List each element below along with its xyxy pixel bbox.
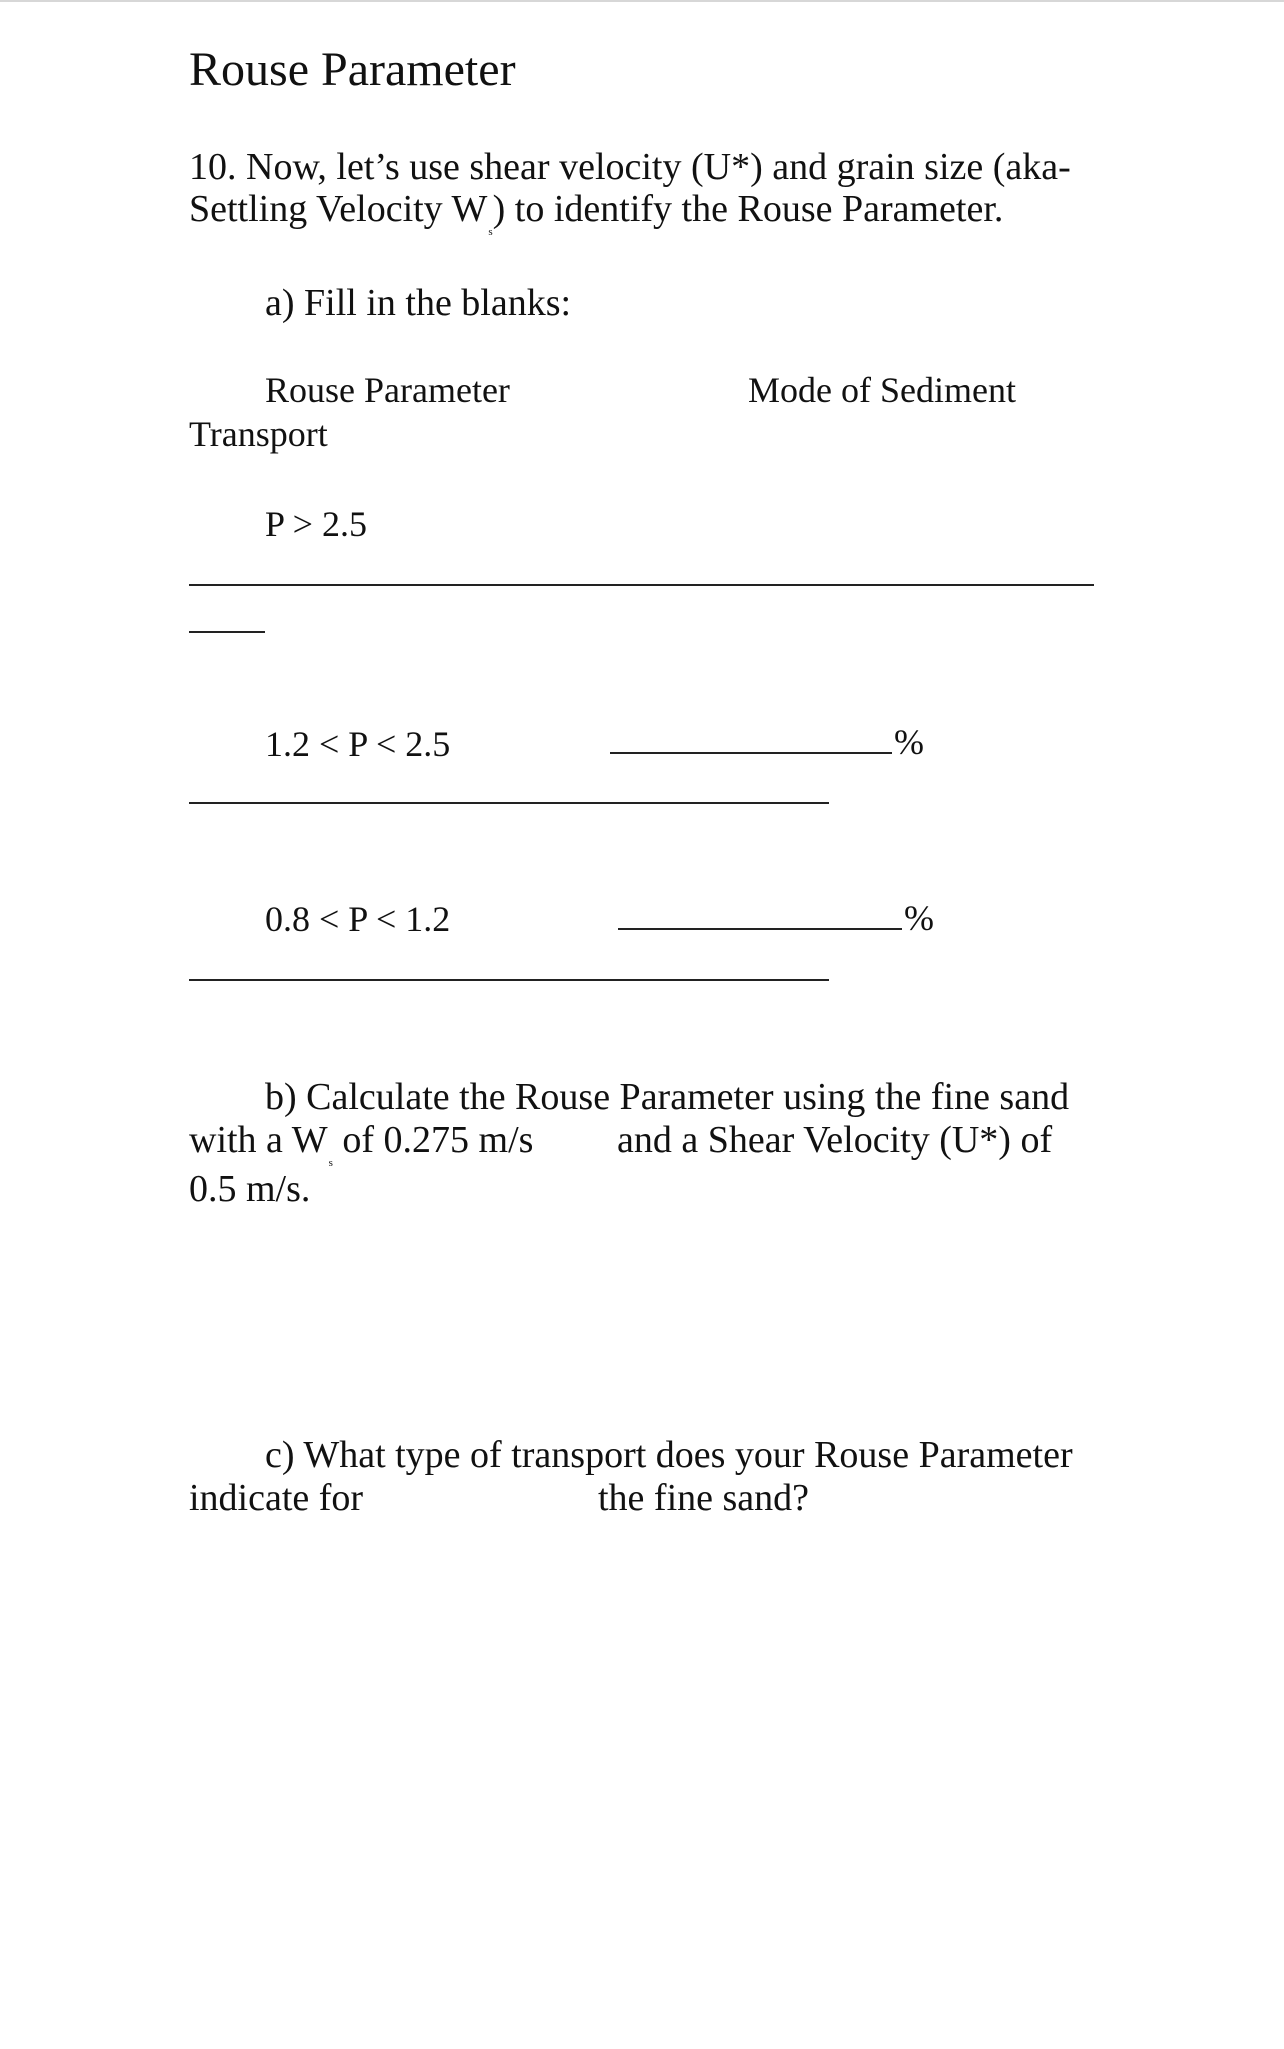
page-top-border [0,0,1284,2]
part-c-line-2-right: the fine sand? [598,1477,810,1519]
part-b-line-3: 0.5 m/s. [189,1168,311,1210]
part-b-line-2-right: and a Shear Velocity (U*) of [617,1119,1053,1161]
part-b-line-2-left [189,1119,534,1169]
part-b-line-1: b) Calculate the Rouse Parameter using the fine sand [265,1076,1070,1118]
row-3-percent-blank[interactable] [618,900,934,936]
row-2-percent-line[interactable] [610,752,892,754]
question-text-line-2-start: Settling Velocity W [189,188,488,230]
settling-velocity-subscript: s [488,226,493,238]
header-transport: Transport [189,414,328,454]
part-c-line-1: c) What type of transport does your Rouse Parameter [265,1434,1073,1476]
page-title: Rouse Parameter [189,43,516,96]
question-line-1 [189,148,1071,186]
row-3-condition: 0.8 < P < 1.2 [265,899,451,939]
row-2-percent-sign: % [894,722,924,762]
row-2-answer-line[interactable] [189,802,829,804]
row-1-condition: P > 2.5 [265,504,367,544]
header-rouse-parameter: Rouse Parameter [265,370,510,410]
header-mode-of-sediment: Mode of Sediment [748,370,1016,410]
question-line-2 [189,188,1004,238]
row-3-percent-line[interactable] [618,928,902,930]
row-1-answer-line-continued[interactable] [189,631,265,633]
part-c-line-2-left: indicate for [189,1477,364,1519]
row-3-answer-line[interactable] [189,979,829,981]
question-text-line-2-end: ) to identify the Rouse Parameter. [492,188,1004,230]
question-text-line-1: Now, let’s use shear velocity (U*) and grain size (aka- [246,146,1071,188]
part-b-w-subscript: s [328,1157,333,1169]
row-2-percent-blank[interactable] [610,724,924,760]
part-a-prompt: a) Fill in the blanks: [265,282,572,324]
part-b-with-a-w: with a W [189,1119,328,1161]
row-3-percent-sign: % [904,898,934,938]
part-b-settling-value: of 0.275 m/s [332,1119,534,1161]
row-2-condition: 1.2 < P < 2.5 [265,724,451,764]
row-1-answer-line[interactable] [189,584,1094,586]
question-number: 10. [189,146,237,188]
